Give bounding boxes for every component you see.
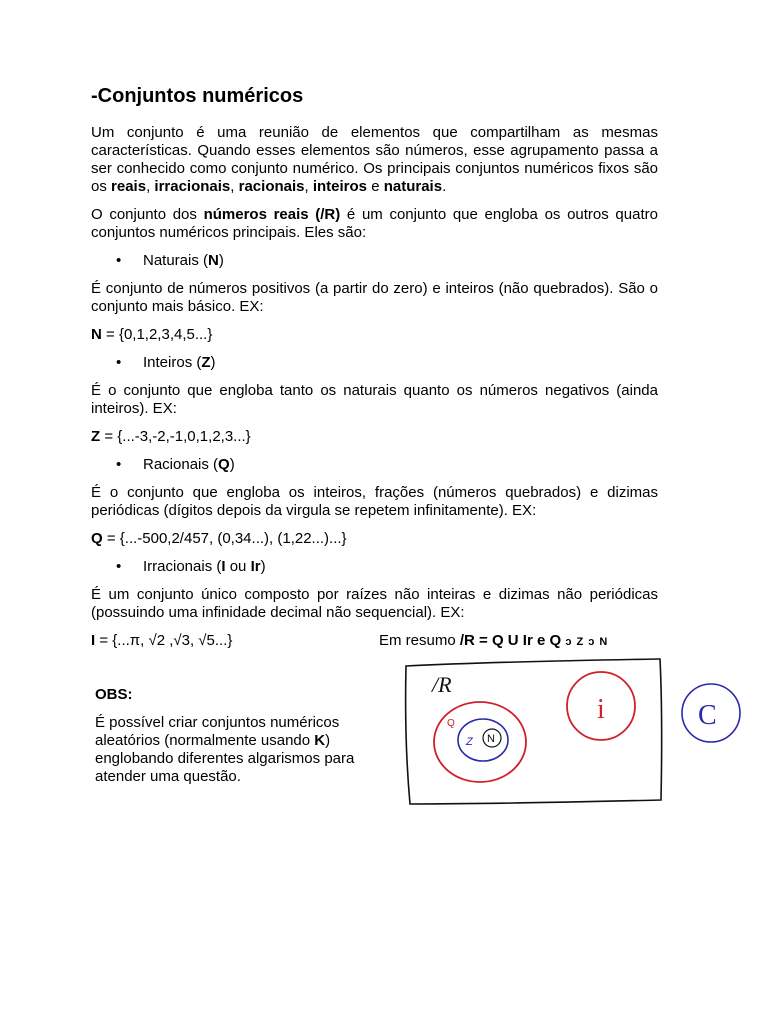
- rationals-circle: [434, 702, 526, 782]
- inteiros-description: É o conjunto que engloba tanto os naturais quanto os números negativos (ainda inteiros). EX:: [91, 382, 658, 417]
- rationals-label: Q: [447, 718, 455, 729]
- term-naturais: naturais: [383, 178, 443, 195]
- obs-box: [95, 686, 405, 796]
- inteiros-example: Z = {...-3,-2,-1,0,1,2,3...}: [91, 428, 251, 445]
- naturais-description: É conjunto de números positivos (a partir do zero) e inteiros (não quebrados). São o conjunto mais básico. EX:: [91, 280, 658, 315]
- bullet-list-inteiros: [91, 354, 658, 372]
- bullet-naturais: • Naturais (N): [143, 252, 658, 270]
- complex-label: C: [698, 700, 717, 731]
- intro-paragraph: Um conjunto é uma reunião de elementos que compartilham as mesmas características. Quando esses elementos são números, esse agrupamento passa a ser conhecido como conjunto numérico. Os principais conjuntos numéricos fixos são os reais, irracionais, racionais, inteiros e naturais.: [91, 124, 658, 195]
- summary-formula: Em resumo /R = Q U Ir e Q ͻ Z ͻ N: [379, 632, 609, 649]
- bullet-list-naturais: [91, 252, 658, 270]
- bullet-racionais: • Racionais (Q): [143, 456, 658, 474]
- reais-paragraph: O conjunto dos números reais (/R) é um conjunto que engloba os outros quatro conjuntos numéricos principais. Eles são:: [91, 206, 658, 241]
- obs-text: É possível criar conjuntos numéricos aleatórios (normalmente usando K) englobando diferentes algarismos para atender uma questão.: [95, 714, 355, 785]
- irracionais-example: I = {...π, √2 ,√3, √5...}: [91, 632, 233, 649]
- integers-label: Z: [466, 736, 473, 748]
- naturals-label: N: [487, 733, 495, 745]
- example-summary-row: [91, 632, 658, 650]
- term-irracionais: irracionais: [154, 178, 231, 195]
- document-page: [91, 82, 658, 660]
- naturais-example: N = {0,1,2,3,4,5...}: [91, 326, 213, 343]
- term-inteiros: inteiros: [312, 178, 368, 195]
- irracionais-description: É um conjunto único composto por raízes não inteiras e dizimas não periódicas (possuindo uma infinidade decimal não sequencial). EX:: [91, 586, 658, 621]
- racionais-example: Q = {...-500,2/457, (0,34...), (1,22...)...}: [91, 530, 347, 547]
- bullet-inteiros: • Inteiros (Z): [143, 354, 658, 372]
- page-title: -Conjuntos numéricos: [91, 85, 304, 107]
- obs-title: OBS:: [95, 686, 133, 703]
- term-reais: reais: [111, 178, 147, 195]
- irrationals-label: i: [597, 694, 605, 725]
- racionais-description: É o conjunto que engloba os inteiros, frações (números quebrados) e dizimas periódicas (dígitos depois da virgula se repetem infinitamente). EX:: [91, 484, 658, 519]
- bullet-irracionais: • Irracionais (I ou Ir): [143, 558, 658, 576]
- bullet-list-racionais: [91, 456, 658, 474]
- term-racionais: racionais: [238, 178, 305, 195]
- sets-diagram-drawing: [398, 650, 758, 810]
- reals-label: /R: [432, 672, 452, 697]
- bullet-list-irracionais: [91, 558, 658, 576]
